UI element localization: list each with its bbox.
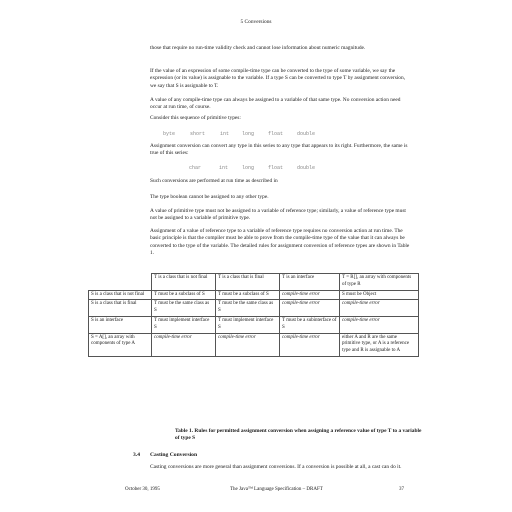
paragraph-primitive-reference: A value of primitive type must not be assigned to a variable of reference type; similarly, a value of reference type must not be assigned to a variable of primitive type.: [150, 208, 406, 222]
table-corner: [89, 274, 152, 291]
table-cell: T must be a subclass of S: [152, 290, 216, 300]
type-char: char: [189, 165, 202, 171]
table-header-cell: T is a class that is not final: [152, 274, 216, 291]
type-double: double: [297, 131, 316, 137]
paragraph-assignable: If the value of an expression of some compile-time type can be converted to the type of some variable, we say the expression (or its value) is assignable to the variable. If a type S can be converted to type T by assignment conversion, we say that S is assignable to T.: [150, 68, 406, 89]
table-cell: S must be Object: [340, 290, 419, 300]
type-short: short: [190, 131, 206, 137]
table-row: [89, 316, 419, 333]
table-cell: compile-time error: [280, 290, 340, 300]
table-cell: T must be the same class as S: [152, 300, 216, 317]
table-header-cell: T is a class that is final: [216, 274, 280, 291]
type-int: int: [220, 131, 230, 137]
table-row-header: S is an interface: [89, 316, 152, 333]
type-float: float: [268, 131, 284, 137]
footer-page-number: 37: [399, 487, 404, 492]
paragraph-intro: those that require no run-time validity check and cannot lose information about numeric magnitude.: [150, 45, 366, 51]
table-cell: either A and R are the same primitive type, or A is a reference type and R is assignable to A: [340, 333, 419, 356]
table-row-header: S = A[], an array with components of type A: [89, 333, 152, 356]
paragraph-reference-assignment: Assignment of a value of reference type to a variable of reference type requires no conversion action at run time. The basic principle is that the compiler must be able to prove from the compile-time type of the value that it can always be converted to the type of the variable. The detailed rules for assignment conversion of reference types are shown in Table 1.: [150, 228, 410, 256]
type-byte: byte: [163, 131, 176, 137]
table-row: [89, 300, 419, 317]
table-row-header: S is a class that is final: [89, 300, 152, 317]
paragraph-sequence-intro: Consider this sequence of primitive types:: [150, 115, 241, 121]
table-cell: T must implement interface S: [216, 316, 280, 333]
table-cell: compile-time error: [280, 300, 340, 317]
running-head: 5 Conversions: [240, 19, 272, 25]
table-cell: T must be a subinterface of S: [280, 316, 340, 333]
table-row-header: S is a class that is not final: [89, 290, 152, 300]
section-number: 3.4: [133, 452, 140, 458]
paragraph-series: Assignment conversion can convert any type in this series to any type that appears to its right. Furthermore, the same is true of this series:: [150, 143, 408, 157]
table-header-row: [89, 274, 419, 291]
type-long: long: [242, 131, 255, 137]
type-int: int: [219, 165, 229, 171]
table-header-cell: T = R[], an array with components of type R: [340, 274, 419, 291]
table-cell: T must be the same class as S: [216, 300, 280, 317]
table-row: [89, 333, 419, 356]
type-double: double: [297, 165, 316, 171]
assignment-rules-table: [88, 273, 419, 357]
paragraph-same-type: A value of any compile-time type can always be assigned to a variable of that same type. No conversion action need occur at run time, of course.: [150, 97, 401, 111]
footer-date: October 30, 1995: [125, 487, 160, 492]
table-cell: compile-time error: [340, 316, 419, 333]
table-cell: T must implement interface S: [152, 316, 216, 333]
table-header-cell: T is an interface: [280, 274, 340, 291]
table-cell: T must be a subclass of S: [216, 290, 280, 300]
type-float: float: [268, 165, 284, 171]
table-row: [89, 290, 419, 300]
table-caption: Table 1. Rules for permitted assignment conversion when assigning a reference value of type T to a variable of type S: [175, 428, 422, 441]
paragraph-casting: Casting conversions are more general than assignment conversions. If a conversion is possible at all, a cast can do it.: [150, 464, 402, 470]
footer-title: The Java™ Language Specification – DRAFT: [230, 487, 323, 492]
section-title: Casting Conversion: [150, 452, 198, 458]
type-long: long: [242, 165, 255, 171]
table-cell: compile-time error: [216, 333, 280, 356]
table-cell: compile-time error: [280, 333, 340, 356]
paragraph-boolean: The type boolean cannot be assigned to any other type.: [150, 194, 269, 200]
table-cell: compile-time error: [152, 333, 216, 356]
table-cell: compile-time error: [340, 300, 419, 317]
paragraph-runtime: Such conversions are performed at run time as described in: [150, 178, 278, 184]
